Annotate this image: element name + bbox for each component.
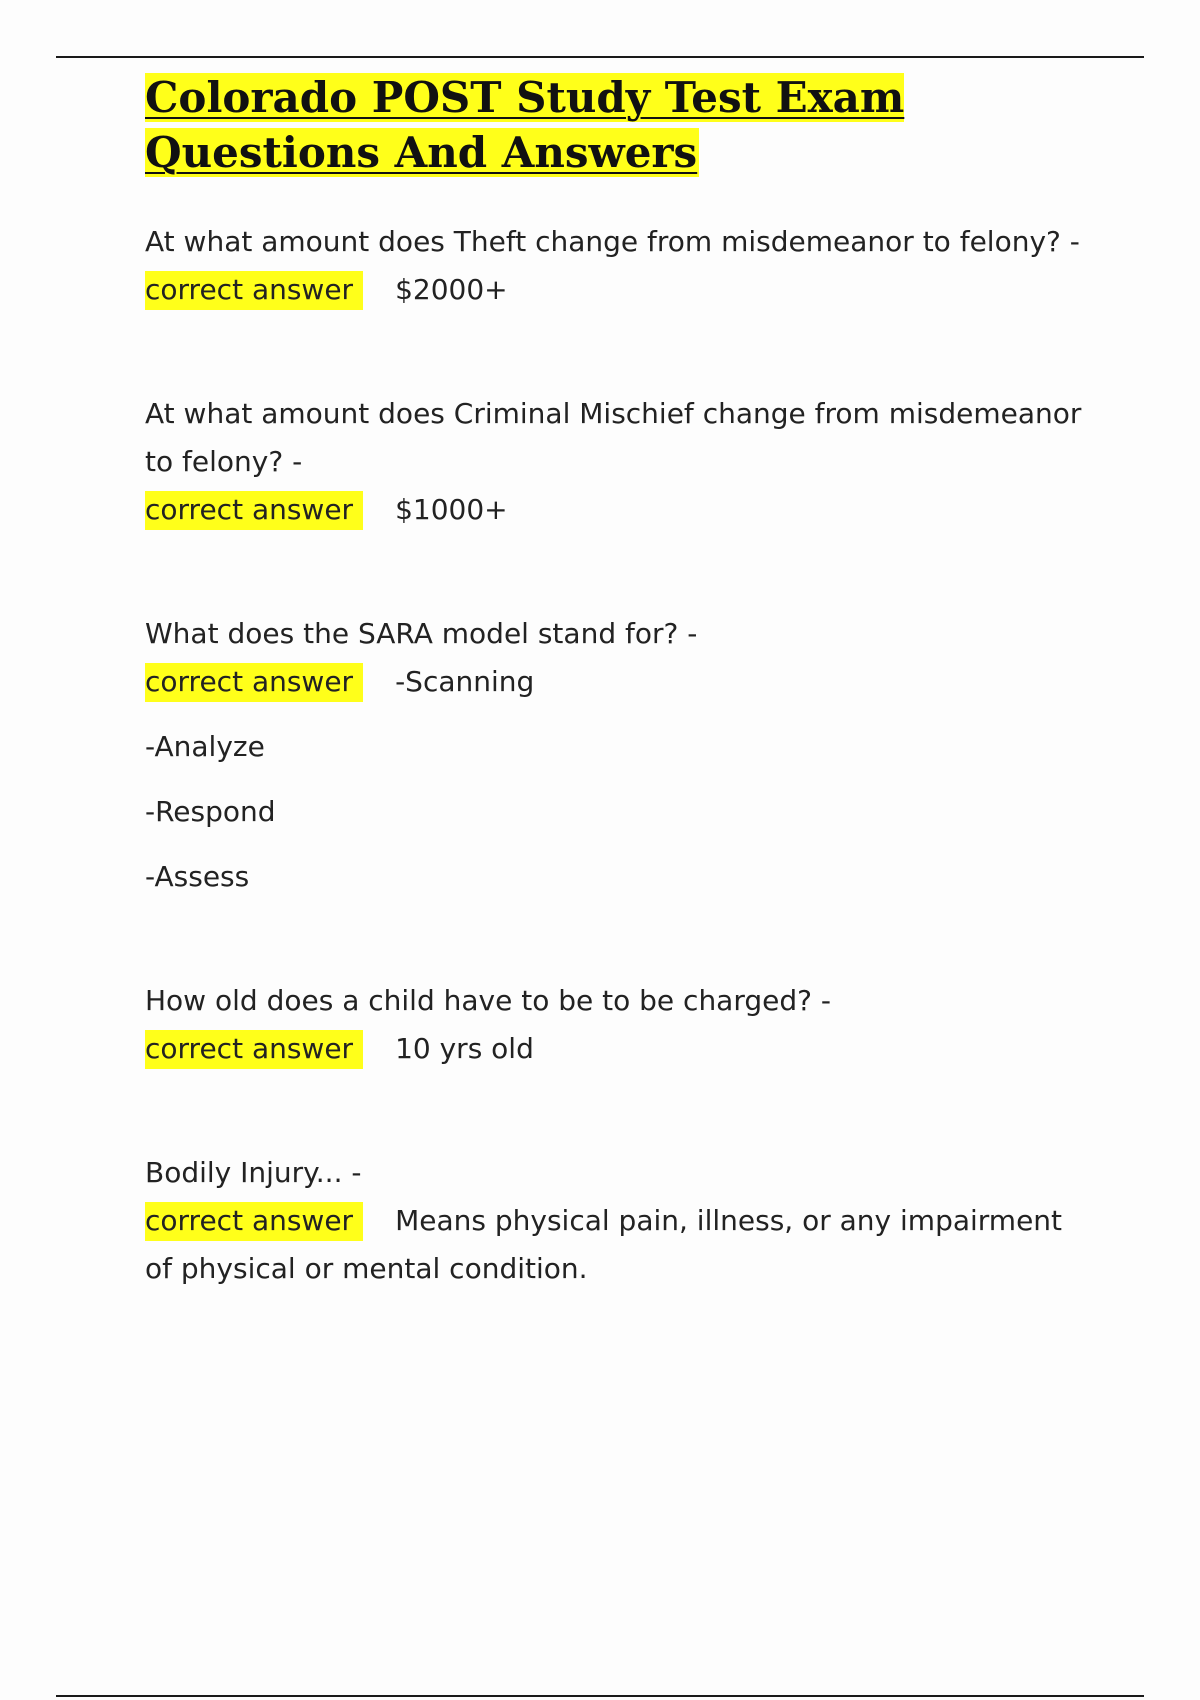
question-text: What does the SARA model stand for? - (145, 617, 698, 650)
document-body (145, 70, 1085, 1293)
qa-item-child-age (145, 977, 1085, 1073)
answer-line (145, 658, 1085, 706)
question-text: Bodily Injury... - (145, 1156, 362, 1189)
correct-answer-tag: correct answer (145, 271, 363, 310)
answer-continuation-line: -Analyze (145, 730, 265, 763)
qa-item-theft (145, 218, 1085, 314)
qa-item-criminal-mischief (145, 390, 1085, 534)
correct-answer-tag: correct answer (145, 663, 363, 702)
qa-item-sara-model (145, 610, 1085, 901)
answer-line (145, 1197, 1085, 1293)
question-text: At what amount does Criminal Mischief change from misdemeanor to felony? - (145, 397, 1082, 478)
answer-continuation-line: -Respond (145, 795, 276, 828)
answer-line (145, 266, 1085, 314)
document-title: Colorado POST Study Test Exam Questions And Answers (145, 73, 905, 177)
correct-answer-tag: correct answer (145, 1030, 363, 1069)
top-rule (56, 56, 1144, 58)
answer-text: $1000+ (395, 493, 508, 526)
answer-line (145, 486, 1085, 534)
answer-text: $2000+ (395, 273, 508, 306)
correct-answer-tag: correct answer (145, 1202, 363, 1241)
answer-text: 10 yrs old (395, 1032, 534, 1065)
qa-item-bodily-injury (145, 1149, 1085, 1293)
answer-line (145, 1025, 1085, 1073)
answer-text: Means physical pain, illness, or any impairment of physical or mental condition. (145, 1204, 1063, 1285)
answer-continuation-line: -Assess (145, 860, 250, 893)
question-text: How old does a child have to be to be charged? - (145, 984, 831, 1017)
bottom-rule (56, 1695, 1144, 1697)
answer-text: -Scanning (395, 665, 535, 698)
correct-answer-tag: correct answer (145, 491, 363, 530)
question-text: At what amount does Theft change from misdemeanor to felony? - (145, 225, 1080, 258)
